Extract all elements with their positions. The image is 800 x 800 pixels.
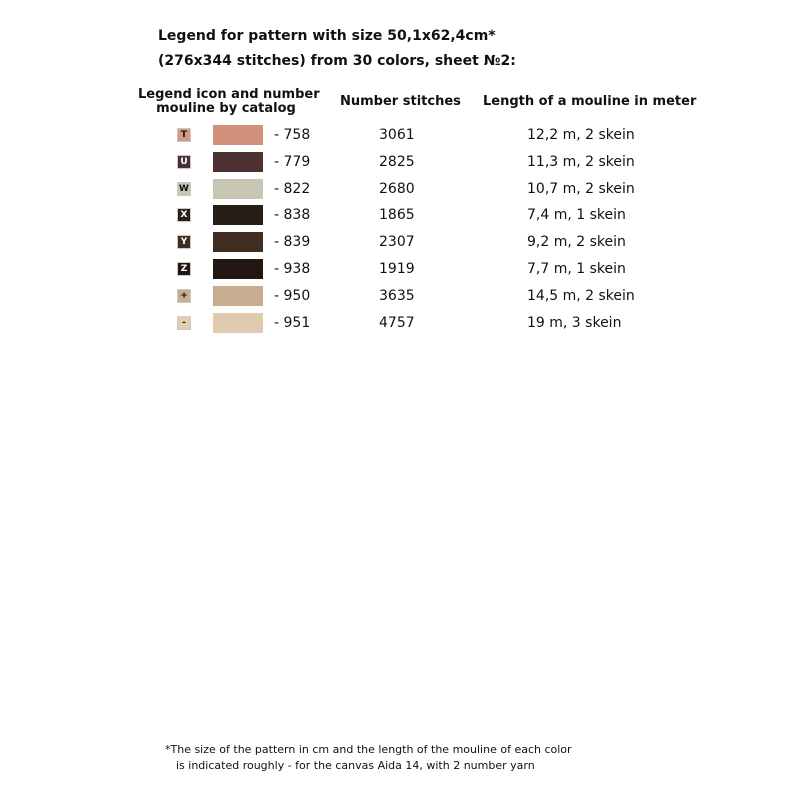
legend-row: [0, 204, 800, 226]
footnote-line-1: *The size of the pattern in cm and the length of the mouline of each color: [165, 743, 572, 756]
legend-row: [0, 151, 800, 173]
stitch-symbol-icon: +: [177, 289, 191, 303]
mouline-length: 11,3 m, 2 skein: [527, 153, 635, 170]
color-swatch: [213, 205, 263, 225]
mouline-length: 9,2 m, 2 skein: [527, 234, 626, 251]
legend-row: [0, 258, 800, 280]
color-swatch: [213, 259, 263, 279]
mouline-length: 14,5 m, 2 skein: [527, 287, 635, 304]
mouline-code: - 822: [274, 180, 311, 197]
mouline-code: - 758: [274, 127, 311, 143]
color-swatch: [213, 313, 263, 333]
column-header-icon-line-1: Legend icon and number: [138, 87, 320, 102]
legend-row: [0, 231, 800, 253]
column-header-icon: [138, 87, 320, 116]
stitch-count: 4757: [379, 314, 415, 331]
stitch-count: 2680: [379, 180, 415, 197]
stitch-symbol-icon: T: [177, 128, 191, 142]
stitch-symbol-icon: U: [177, 155, 191, 169]
footnote-line-2: is indicated roughly - for the canvas Aida 14, with 2 number yarn: [176, 759, 535, 772]
mouline-code: - 838: [274, 207, 311, 224]
stitch-count: 2825: [379, 153, 415, 170]
legend-row: [0, 312, 800, 334]
mouline-code: - 938: [274, 261, 311, 277]
stitch-symbol-icon: W: [177, 182, 191, 196]
mouline-length: 7,7 m, 1 skein: [527, 261, 626, 277]
mouline-code: - 839: [274, 234, 311, 251]
legend-title: [158, 24, 516, 74]
color-swatch: [213, 125, 263, 145]
mouline-code: - 779: [274, 153, 311, 170]
color-swatch: [213, 232, 263, 252]
stitch-count: 2307: [379, 234, 415, 251]
column-header-icon-line-2: mouline by catalog: [156, 101, 296, 116]
mouline-length: 10,7 m, 2 skein: [527, 180, 635, 197]
title-line-2: (276x344 stitches) from 30 colors, sheet №2:: [158, 53, 516, 69]
stitch-count: 3635: [379, 287, 415, 304]
stitch-count: 1919: [379, 261, 415, 277]
legend-row: [0, 285, 800, 307]
mouline-code: - 951: [274, 314, 311, 331]
footnote: [165, 742, 572, 774]
mouline-length: 12,2 m, 2 skein: [527, 127, 635, 143]
stitch-count: 3061: [379, 127, 415, 143]
legend-row: [0, 124, 800, 146]
mouline-code: - 950: [274, 287, 311, 304]
column-header-stitches: Number stitches: [340, 94, 461, 109]
mouline-length: 7,4 m, 1 skein: [527, 207, 626, 224]
stitch-symbol-icon: X: [177, 208, 191, 222]
stitch-symbol-icon: Z: [177, 262, 191, 276]
stitch-count: 1865: [379, 207, 415, 224]
mouline-length: 19 m, 3 skein: [527, 314, 622, 331]
color-swatch: [213, 286, 263, 306]
color-swatch: [213, 179, 263, 199]
legend-row: [0, 178, 800, 200]
color-swatch: [213, 152, 263, 172]
title-line-1: Legend for pattern with size 50,1x62,4cm*: [158, 28, 496, 44]
stitch-symbol-icon: -: [177, 316, 191, 330]
stitch-symbol-icon: Y: [177, 235, 191, 249]
column-header-length: Length of a mouline in meter: [483, 94, 697, 109]
